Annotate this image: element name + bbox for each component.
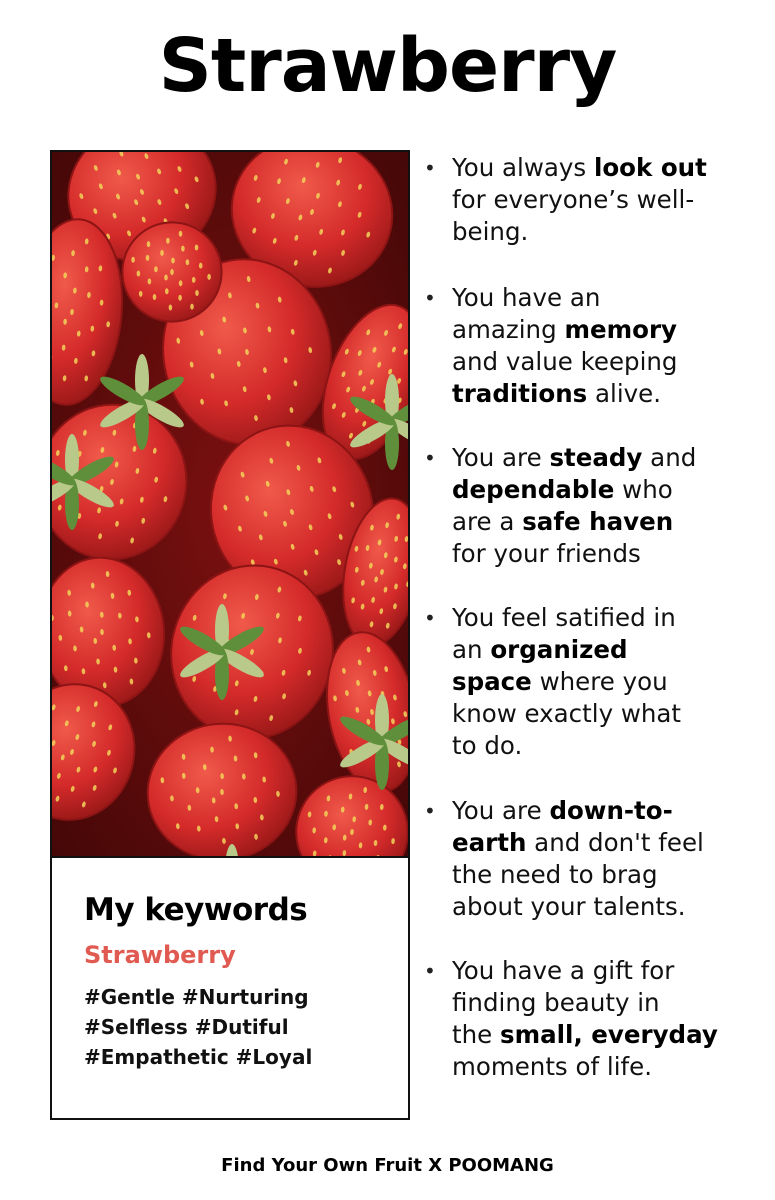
trait-text: You have a gift for <box>452 956 675 985</box>
trait-emphasis: safe haven <box>522 507 674 536</box>
keyword-tag-line: #Empathetic #Loyal <box>84 1045 313 1069</box>
keyword-tag-line: #Gentle #Nurturing <box>84 985 309 1009</box>
trait-text: finding beauty in <box>452 988 660 1017</box>
trait-emphasis: earth <box>452 828 527 857</box>
trait-text: the need to brag <box>452 860 658 889</box>
trait-text: and <box>642 443 697 472</box>
trait-text: moments of life. <box>452 1052 652 1081</box>
strawberry-shape <box>122 222 221 321</box>
trait-emphasis: look out <box>593 153 707 182</box>
trait-text: amazing <box>452 315 565 344</box>
trait-emphasis: organized <box>490 635 628 664</box>
trait-emphasis: dependable <box>452 475 615 504</box>
trait-text: being. <box>452 217 529 246</box>
trait-item <box>420 282 678 410</box>
trait-text: who <box>614 475 673 504</box>
trait-text: are a <box>452 507 523 536</box>
trait-text: an <box>452 635 491 664</box>
trait-text: You are <box>452 796 550 825</box>
trait-text: You always <box>452 153 594 182</box>
trait-text: alive. <box>587 379 662 408</box>
trait-emphasis: down-to- <box>549 796 673 825</box>
strawberry-illustration <box>52 152 408 856</box>
strawberry-photo <box>52 152 408 858</box>
trait-text: and don't feel <box>526 828 704 857</box>
trait-text: to do. <box>452 731 523 760</box>
trait-emphasis: memory <box>564 315 677 344</box>
trait-item <box>420 602 681 762</box>
fruit-card <box>50 150 410 1120</box>
trait-text: You feel satified in <box>452 603 676 632</box>
trait-emphasis: small, everyday <box>500 1020 718 1049</box>
trait-text: about your talents. <box>452 892 686 921</box>
page-title: Strawberry <box>158 23 617 109</box>
trait-text: know exactly what <box>452 699 682 728</box>
keywords-heading: My keywords <box>84 892 308 928</box>
keywords-fruit-label: Strawberry <box>84 941 236 969</box>
trait-item <box>420 442 696 570</box>
trait-text: where you <box>531 667 668 696</box>
trait-text: and value keeping <box>452 347 678 376</box>
keywords-box <box>84 890 394 1072</box>
trait-text: the <box>452 1020 500 1049</box>
trait-emphasis: space <box>452 667 532 696</box>
trait-item <box>420 955 718 1083</box>
trait-item <box>420 795 704 923</box>
keyword-tags <box>84 982 394 1072</box>
trait-text: You have an <box>452 283 601 312</box>
trait-item <box>420 152 707 248</box>
trait-text: You are <box>452 443 550 472</box>
footer-credit: Find Your Own Fruit X POOMANG <box>221 1155 554 1176</box>
trait-emphasis: traditions <box>452 379 588 408</box>
keyword-tag-line: #Selfless #Dutiful <box>84 1015 289 1039</box>
trait-text: for your friends <box>452 539 641 568</box>
trait-emphasis: steady <box>549 443 643 472</box>
trait-text: for everyone’s well- <box>452 185 695 214</box>
